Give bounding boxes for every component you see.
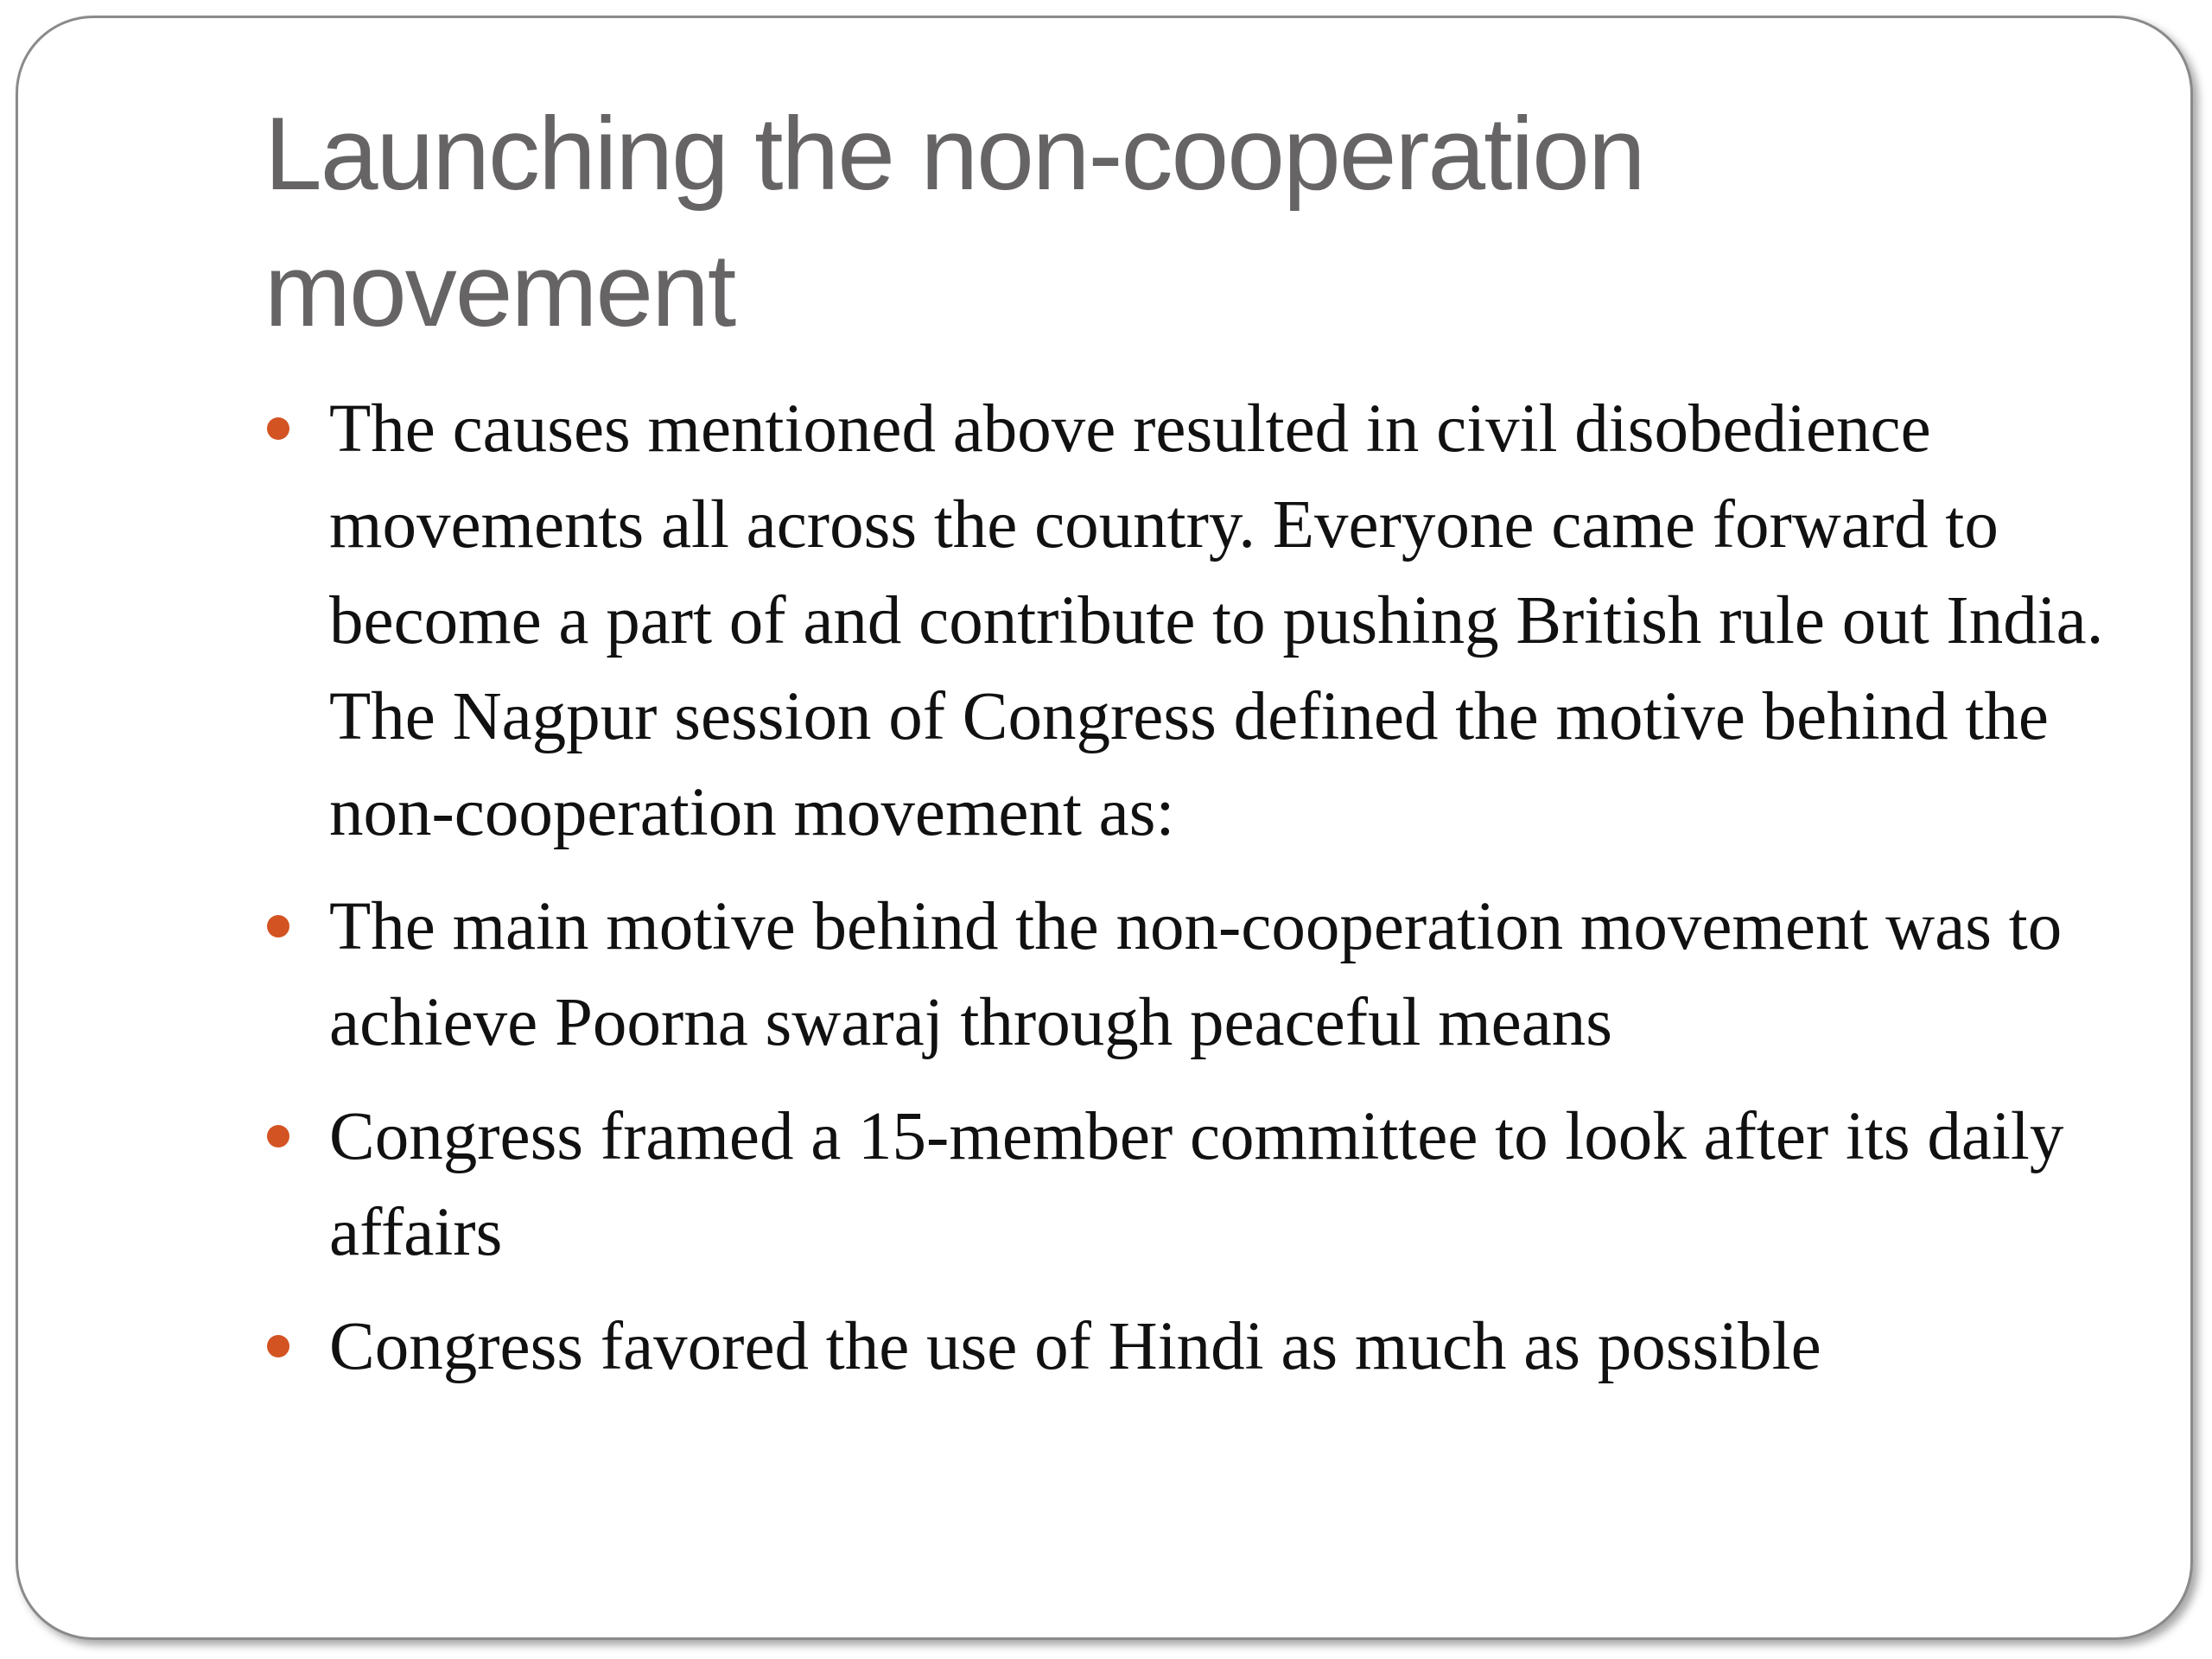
bullet-dot-icon xyxy=(267,1335,289,1357)
bullet-item-3 xyxy=(264,1089,2122,1281)
bullet-text-1: The causes mentioned above resulted in civil disobedience movements all across the country. Everyone came forward to become a part of and contribute to pushing British rule out India. The Nagpur session of Congress defined the motive behind the non-cooperation movement as: xyxy=(329,391,2104,850)
bullet-dot-icon xyxy=(267,417,289,440)
slide-frame xyxy=(16,16,2193,1640)
bullet-list xyxy=(264,381,2122,1413)
bullet-item-1 xyxy=(264,381,2122,861)
slide-title: Launching the non-cooperation movement xyxy=(264,96,1644,348)
bullet-text-4: Congress favored the use of Hindi as much as possible xyxy=(329,1309,1821,1384)
bullet-text-2: The main motive behind the non-cooperation movement was to achieve Poorna swaraj through peaceful means xyxy=(329,889,2063,1060)
bullet-dot-icon xyxy=(267,915,289,938)
bullet-item-4 xyxy=(264,1299,2122,1395)
bullet-text-3: Congress framed a 15-member committee to look after its daily affairs xyxy=(329,1099,2064,1270)
bullet-item-2 xyxy=(264,879,2122,1071)
bullet-dot-icon xyxy=(267,1125,289,1147)
